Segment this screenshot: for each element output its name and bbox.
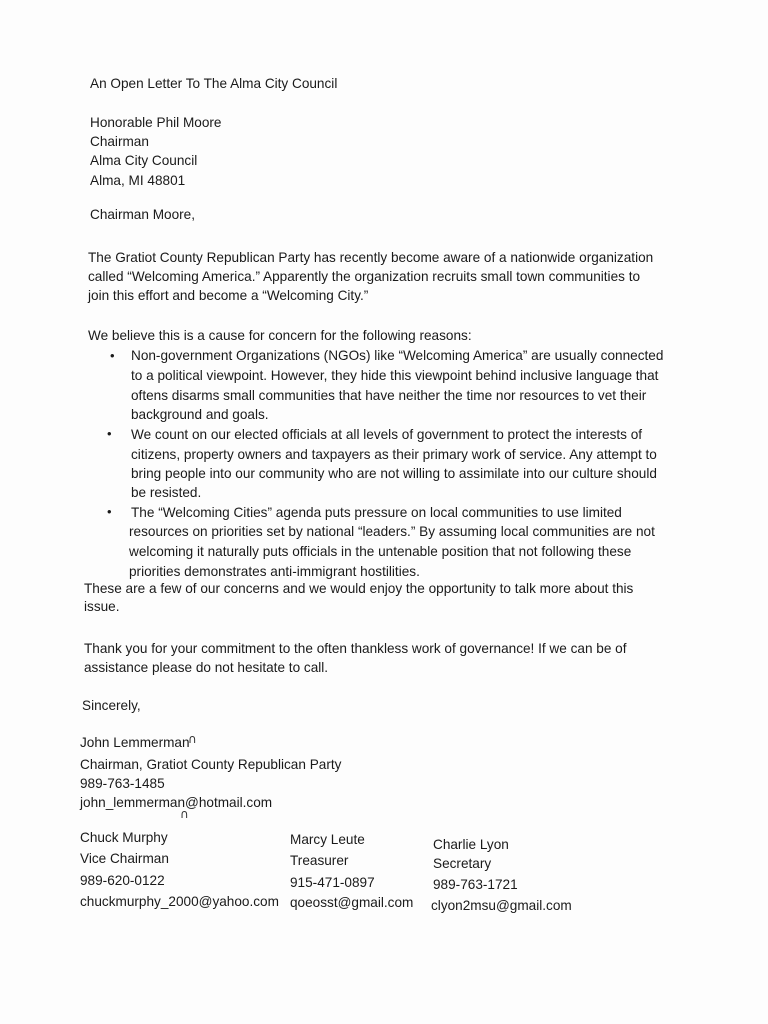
officer-role: Vice Chairman [80,851,169,866]
bullet-line: welcoming it naturally puts officials in the untenable position that not following these [129,544,632,559]
letter-title: An Open Letter To The Alma City Council [90,76,338,91]
officer-name: Charlie Lyon [433,837,509,852]
signer-phone: 989-763-1485 [80,776,165,791]
officer-phone: 989-763-1721 [433,877,518,892]
concerns-line: These are a few of our concerns and we would enjoy the opportunity to talk more about this [84,581,634,596]
recipient-address: Alma, MI 48801 [90,173,186,188]
officer-name: Chuck Murphy [80,830,168,845]
recipient-org: Alma City Council [90,153,198,168]
reasons-intro: We believe this is a cause for concern for the following reasons: [88,328,472,343]
handwritten-mark-icon: ∩ [180,807,189,821]
officer-role: Secretary [433,856,492,871]
thanks-line: Thank you for your commitment to the often thankless work of governance! If we can be of [84,641,627,656]
officer-name: Marcy Leute [290,832,365,847]
bullet-line: bring people into our community who are not willing to assimilate into our culture should [131,466,657,481]
officer-role: Treasurer [290,853,349,868]
thanks-line: assistance please do not hesitate to call. [84,660,329,675]
officer-phone: 989-620-0122 [80,873,165,888]
bullet-line: We count on our elected officials at all levels of government to protect the interests of [131,427,643,442]
recipient-title: Chairman [90,134,149,149]
bullet-line: The “Welcoming Cities” agenda puts pressure on local communities to use limited [131,505,622,520]
closing: Sincerely, [82,698,141,713]
intro-line: called “Welcoming America.” Apparently the organization recruits small town communities to [88,269,641,284]
signer-title: Chairman, Gratiot County Republican Party [80,757,342,772]
bullet-line: citizens, property owners and taxpayers as their primary work of service. Any attempt to [131,447,657,462]
intro-line: join this effort and become a “Welcoming City.” [88,288,369,303]
bullet-line: Non-government Organizations (NGOs) like “Welcoming America” are usually connected [131,348,664,363]
signer-email: john_lemmerman@hotmail.com [80,795,273,810]
bullet-icon: • [110,348,115,363]
bullet-line: resources on priorities set by national “leaders.” By assuming local communities are not [129,524,655,539]
officer-phone: 915-471-0897 [290,875,375,890]
bullet-line: oftens disarms small communities that have neither the time nor resources to vet their [131,388,647,403]
bullet-icon: • [107,504,112,519]
bullet-line: priorities demonstrates anti-immigrant hostilities. [129,564,420,579]
bullet-line: to a political viewpoint. However, they hide this viewpoint behind inclusive language that [131,368,659,383]
intro-line: The Gratiot County Republican Party has recently become aware of a nationwide organization [88,250,654,265]
officer-email: chuckmurphy_2000@yahoo.com [80,894,279,909]
bullet-icon: • [107,426,112,441]
recipient-name: Honorable Phil Moore [90,115,222,130]
handwritten-mark-icon: ∩ [188,732,197,746]
concerns-line: issue. [84,599,120,614]
officer-email: clyon2msu@gmail.com [431,898,572,913]
bullet-line: background and goals. [131,407,269,422]
salutation: Chairman Moore, [90,207,196,222]
officer-email: qoeosst@gmail.com [290,895,414,910]
bullet-line: be resisted. [131,485,202,500]
signer-name: John Lemmerman [80,735,190,750]
